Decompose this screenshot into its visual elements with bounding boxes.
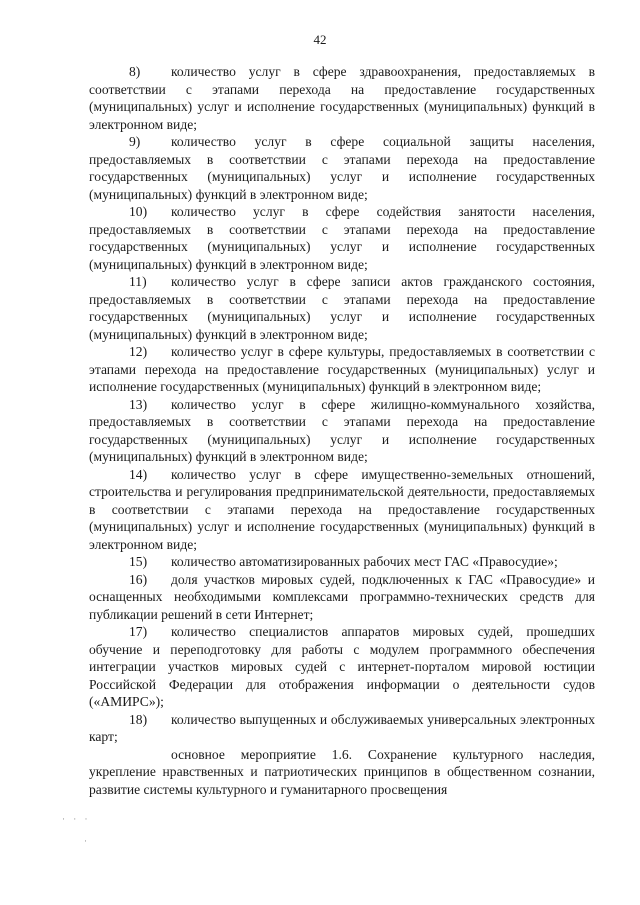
list-item: [89, 466, 595, 554]
item-text: основное мероприятие 1.6. Сохранение культурного наследия, укрепление нравственных и патриотических принципов в общественном сознании, развитие системы культурного и гуманитарного просвещения: [89, 746, 595, 797]
item-number: 12): [129, 344, 148, 359]
item-number: 8): [129, 64, 141, 79]
list-item: [89, 133, 595, 203]
list-item: [89, 711, 595, 746]
item-number: 16): [129, 571, 148, 587]
item-text: количество автоматизированных рабочих мест ГАС «Правосудие»;: [171, 554, 558, 569]
item-text: количество услуг в сфере жилищно-коммунального хозяйства, предоставляемых в соответствии с этапами перехода на предоставление государственных (муниципальных) услуг и исполнение государственных (муниципальных) функций в электронном виде;: [89, 396, 595, 464]
item-text: количество услуг в сфере здравоохранения, предоставляемых в соответствии с этапами перехода на предоставление государственных (муниципальных) услуг и исполнение государственных (муниципальных) функций в электронном виде;: [89, 64, 595, 132]
scan-artifact: · · ·: [62, 814, 91, 824]
item-text: количество выпущенных и обслуживаемых универсальных электронных карт;: [89, 711, 595, 744]
item-number: 13): [129, 396, 148, 412]
item-number: 14): [129, 466, 148, 482]
list-item: [89, 396, 595, 466]
document-body: [89, 63, 595, 798]
item-text: количество услуг в сфере культуры, предоставляемых в соответствии с этапами перехода на предоставление государственных (муниципальных) услуг и исполнение государственных (муниципальных) функций в электронном виде;: [89, 344, 595, 394]
item-text: доля участков мировых судей, подключенных к ГАС «Правосудие» и оснащенных необходимыми комплексами программно-технических средств для публикации решений в сети Интернет;: [89, 571, 595, 622]
item-text: количество услуг в сфере записи актов гражданского состояния, предоставляемых в соответствии с этапами перехода на предоставление государственных (муниципальных) услуг и исполнение государственных (муниципальных) функций в электронном виде;: [89, 274, 595, 342]
list-item: [89, 273, 595, 343]
item-text: количество специалистов аппаратов мировых судей, прошедших обучение и переподготовку для работы с модулем программного обеспечения интеграции участков мировых судей с интернет-порталом мировой юстиции Российской Федерации для отображения информации о деятельности судов («АМИРС»);: [89, 624, 595, 709]
item-number: 18): [129, 711, 148, 727]
list-item: [89, 553, 595, 571]
item-text: количество услуг в сфере имущественно-земельных отношений, строительства и регулирования предпринимательской деятельности, предоставляемых в соответствии с этапами перехода на предоставление государственных (муниципальных) услуг и исполнение государственных (муниципальных) функций в электронном виде;: [89, 466, 595, 552]
page-number: 42: [313, 32, 327, 47]
item-number: 9): [129, 134, 141, 149]
list-item: [89, 571, 595, 624]
list-item: [89, 623, 595, 711]
list-item: [89, 63, 595, 133]
scan-artifact: ·: [84, 836, 90, 846]
list-item: [89, 343, 595, 396]
main-activity-paragraph: [89, 746, 595, 799]
item-number: 15): [129, 554, 148, 569]
item-number: 17): [129, 624, 148, 639]
item-text: количество услуг в сфере содействия занятости населения, предоставляемых в соответствии с этапами перехода на предоставление государственных (муниципальных) услуг и исполнение государственных (муниципальных) функций в электронном виде;: [89, 204, 595, 272]
item-text: количество услуг в сфере социальной защиты населения, предоставляемых в соответствии с этапами перехода на предоставление государственных (муниципальных) услуг и исполнение государственных (муниципальных) функций в электронном виде;: [89, 134, 595, 202]
item-number: 10): [129, 204, 148, 219]
item-number: 11): [129, 274, 147, 289]
list-item: [89, 203, 595, 273]
